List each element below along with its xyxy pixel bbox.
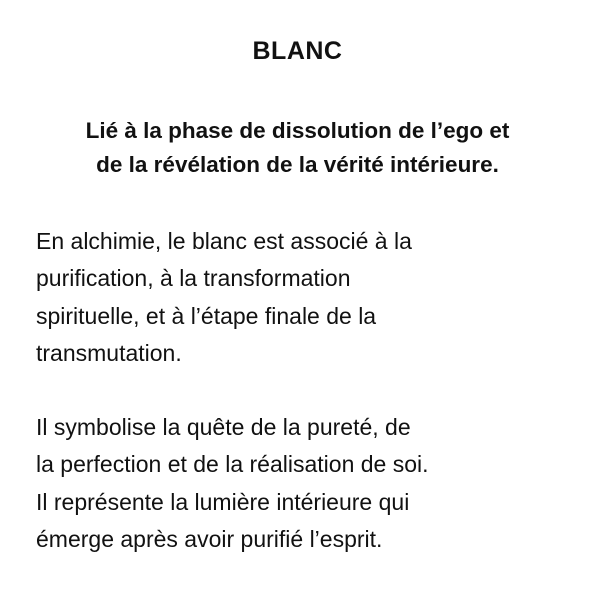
paragraph-line: transmutation. [36,339,182,366]
paragraph-line: En alchimie, le blanc est associé à la [36,228,412,254]
page-title: BLANC [252,37,343,65]
paragraph-line: la perfection et de la réalisation de soi. [36,451,429,478]
subtitle [20,114,575,182]
paragraph-symbolism [36,409,566,558]
paragraph-line: émerge après avoir purifié l’esprit. [36,525,383,552]
paragraph-line: Il symbolise la quête de la pureté, de [36,414,411,440]
subtitle-line: de la révélation de la vérité intérieure. [96,152,499,177]
paragraph-line: spirituelle, et à l’étape finale de la [36,302,377,329]
subtitle-line: Lié à la phase de dissolution de l’ego et [85,118,510,143]
paragraph-line: purification, à la transformation [36,265,351,292]
paragraph-alchemy [36,223,566,372]
paragraph-line: Il représente la lumière intérieure qui [36,488,410,515]
